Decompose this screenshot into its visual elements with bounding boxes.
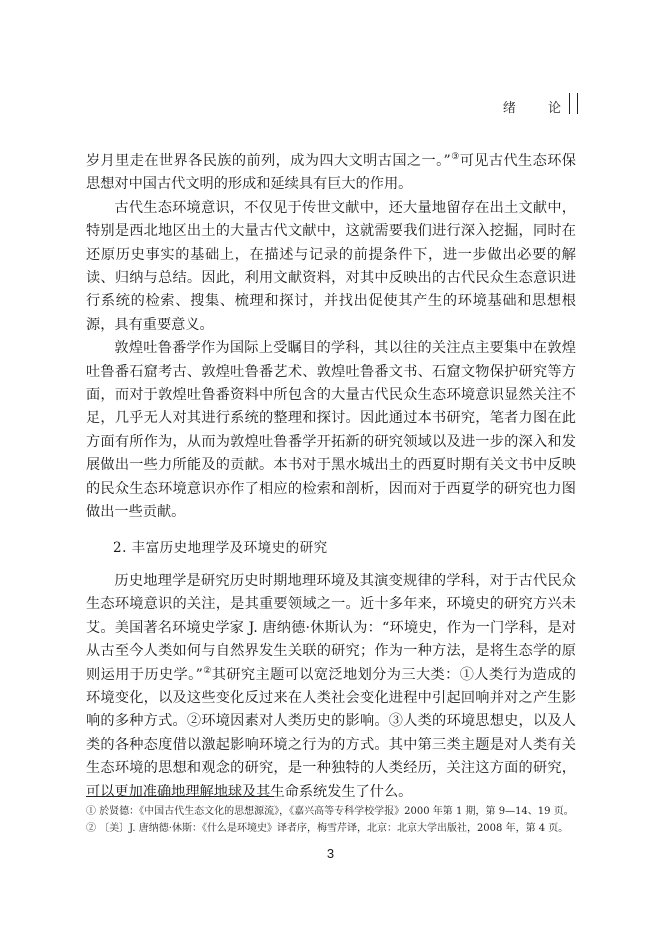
- paragraph-1-text: 岁月里走在世界各民族的前列，成为四大文明古国之一。”: [86, 153, 451, 169]
- page-number: 3: [326, 846, 335, 861]
- footnotes: [86, 803, 586, 837]
- paragraph-1: [86, 150, 576, 197]
- section-heading: 2. 丰富历史地理学及环境史的研究: [113, 539, 328, 556]
- running-head: 绪 论: [502, 101, 575, 116]
- footnote-ref-3[interactable]: ③: [450, 152, 460, 162]
- paragraph-2: 古代生态环境意识，不仅见于传世文献中，还大量地留存在出土文献中，特别是西北地区出土的大量古代文献中，这就需要我们进行深入挖掘，同时在还原历史事实的基础上，在描述与记录的前提条件下，进一步做出必要的解读、归纳与总结。因此，利用文献资料，对其中反映出的古代民众生态意识进行系统的检索、搜集、梳理和探讨，并找出促使其产生的环境基础和思想根源，具有重要意义。: [86, 199, 576, 333]
- footnote-2: ② 〔美〕J. 唐纳德·休斯：《什么是环境史》译者序，梅雪芹译，北京：北京大学出版社，2008 年，第 4 页。: [86, 823, 569, 834]
- running-head-rule: [569, 93, 578, 114]
- paragraph-1-text-after: 可见古代生态环保思想对中国古代文明的形成和延续具有巨大的作用。: [86, 153, 576, 193]
- paragraph-4-text: 历史地理学是研究历史时期地理环境及其演变规律的学科，对于古代民众生态环境意识的关注，是其重要领域之一。近十多年来，环境史的研究方兴未艾。美国著名环境史学家 J. 唐纳德·休斯认为：“环境史，作为一门学科，是对从古至今人类如何与自然界发生关联的研究；作为一种方法，是将生态学的原则运用于历史学。”: [86, 572, 576, 683]
- footnote-ref-2[interactable]: ②: [202, 665, 212, 676]
- paragraph-3: 敦煌吐鲁番学作为国际上受瞩目的学科，其以往的关注点主要集中在敦煌吐鲁番石窟考古、敦煌吐鲁番艺术、敦煌吐鲁番文书、石窟文物保护研究等方面，而对于敦煌吐鲁番资料中所包含的大量古代民众生态环境意识显然关注不足，几乎无人对其进行系统的整理和探讨。因此通过本书研究，笔者力图在此方面有所作为，从而为敦煌吐鲁番学开拓新的研究领域以及进一步的深入和发展做出一些力所能及的贡献。本书对于黑水城出土的西夏时期有关文书中反映的民众生态环境意识亦作了相应的检索和剖析，因而对于西夏学的研究也力图做出一些贡献。: [86, 340, 576, 521]
- footnote-1: ① 於贤德：《中国古代生态文化的思想源流》，《嘉兴高等专科学校学报》2000 年第 1 期，第 9—14、19 页。: [86, 806, 574, 817]
- paragraph-4: [86, 570, 576, 804]
- main-text: [86, 150, 576, 804]
- footnote-divider: [86, 796, 274, 797]
- paragraph-4-text-after: 其研究主题可以宽泛地划分为三大类：①人类行为造成的环境变化，以及这些变化反过来在人类社会变化进程中引起回响并对之产生影响的多种方式。②环境因素对人类历史的影响。③人类的环境思想史，以及人类的各种态度借以激起影响环境之行为的方式。其中第三类主题是对人类有关生态环境的思想和观念的研究，是一种独特的人类经历，关注这方面的研究，可以更加准确地理解地球及其生命系统发生了什么。: [86, 666, 576, 800]
